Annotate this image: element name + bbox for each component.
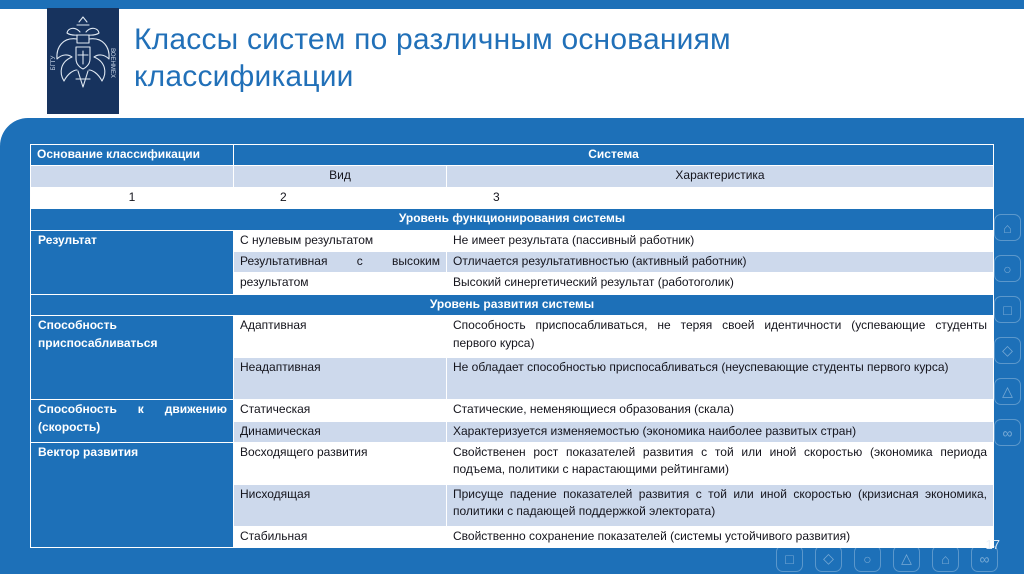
header-cell-empty [31, 166, 233, 186]
header-cell-num-3: 3 [447, 188, 993, 208]
pattern-icon: ◇ [815, 545, 842, 572]
bstu-voenmeh-logo [47, 8, 119, 114]
pattern-icon: △ [994, 378, 1021, 405]
cell-kind: Неадаптивная [234, 358, 446, 399]
cell-kind: Результативная с высоким [234, 252, 446, 272]
pattern-icon: ◇ [994, 337, 1021, 364]
row-group-label-vector: Вектор развития [31, 443, 233, 547]
header-cell-characteristic: Характеристика [447, 166, 993, 186]
brand-pattern-bottom [776, 545, 998, 572]
cell-kind: Восходящего развития [234, 443, 446, 484]
header-cell-basis: Основание классификации [31, 145, 233, 165]
classification-table [30, 144, 994, 548]
row-group-label-movement: Способность к движению (скорость) [31, 400, 233, 442]
top-accent-strip [0, 0, 1024, 9]
content-panel [0, 118, 1024, 574]
cell-kind: Стабильная [234, 527, 446, 547]
row-group-label-result: Результат [31, 231, 233, 294]
cell-characteristic: Способность приспосабливаться, не теряя своей идентичности (успевающие студенты первого курса) [447, 316, 993, 357]
cell-kind: Статическая [234, 400, 446, 420]
header-cell-kind: Вид [234, 166, 446, 186]
cell-characteristic: Свойственно сохранение показателей (системы устойчивого развития) [447, 527, 993, 547]
pattern-icon: ∞ [971, 545, 998, 572]
cell-characteristic: Статические, неменяющиеся образования (скала) [447, 400, 993, 420]
cell-characteristic: Не обладает способностью приспосабливаться (неуспевающие студенты первого курса) [447, 358, 993, 399]
pattern-icon: ∞ [994, 419, 1021, 446]
row-group-label-adaptability: Способность приспосабливаться [31, 316, 233, 399]
page-number: 17 [985, 537, 1000, 552]
header-cell-num-2: 2 [234, 188, 446, 208]
slide-title: Классы систем по различным основаниям классификации [134, 23, 731, 93]
cell-characteristic: Характеризуется изменяемостью (экономика наиболее развитых стран) [447, 422, 993, 442]
cell-characteristic: Отличается результативностью (активный работник) [447, 252, 993, 272]
cell-characteristic: Не имеет результата (пассивный работник) [447, 231, 993, 251]
pattern-icon: ⌂ [932, 545, 959, 572]
logo-right-text: ВОЕНМЕХ [109, 48, 115, 78]
cell-characteristic: Присуще падение показателей развития с той или иной скоростью (кризисная экономика, политики с падающей поддержкой электората) [447, 485, 993, 526]
pattern-icon: □ [776, 545, 803, 572]
pattern-icon: ○ [994, 255, 1021, 282]
cell-kind: результатом [234, 273, 446, 293]
header-cell-system: Система [234, 145, 993, 165]
header-cell-num-1: 1 [31, 188, 233, 208]
cell-kind: Динамическая [234, 422, 446, 442]
pattern-icon: □ [994, 296, 1021, 323]
cell-kind: Нисходящая [234, 485, 446, 526]
pattern-icon: △ [893, 545, 920, 572]
section-title-functioning: Уровень функционирования системы [31, 209, 993, 229]
pattern-icon: ⌂ [994, 214, 1021, 241]
cell-characteristic: Высокий синергетический результат (работоголик) [447, 273, 993, 293]
cell-kind: С нулевым результатом [234, 231, 446, 251]
cell-kind: Адаптивная [234, 316, 446, 357]
pattern-icon: ○ [854, 545, 881, 572]
cell-characteristic: Свойственен рост показателей развития с той или иной скоростью (экономика периода подъема, политики с нарастающими рейтингами) [447, 443, 993, 484]
section-title-development: Уровень развития системы [31, 295, 993, 315]
brand-pattern-right [994, 214, 1021, 446]
university-emblem-icon [47, 8, 119, 114]
logo-left-text: БГТУ [51, 55, 57, 71]
